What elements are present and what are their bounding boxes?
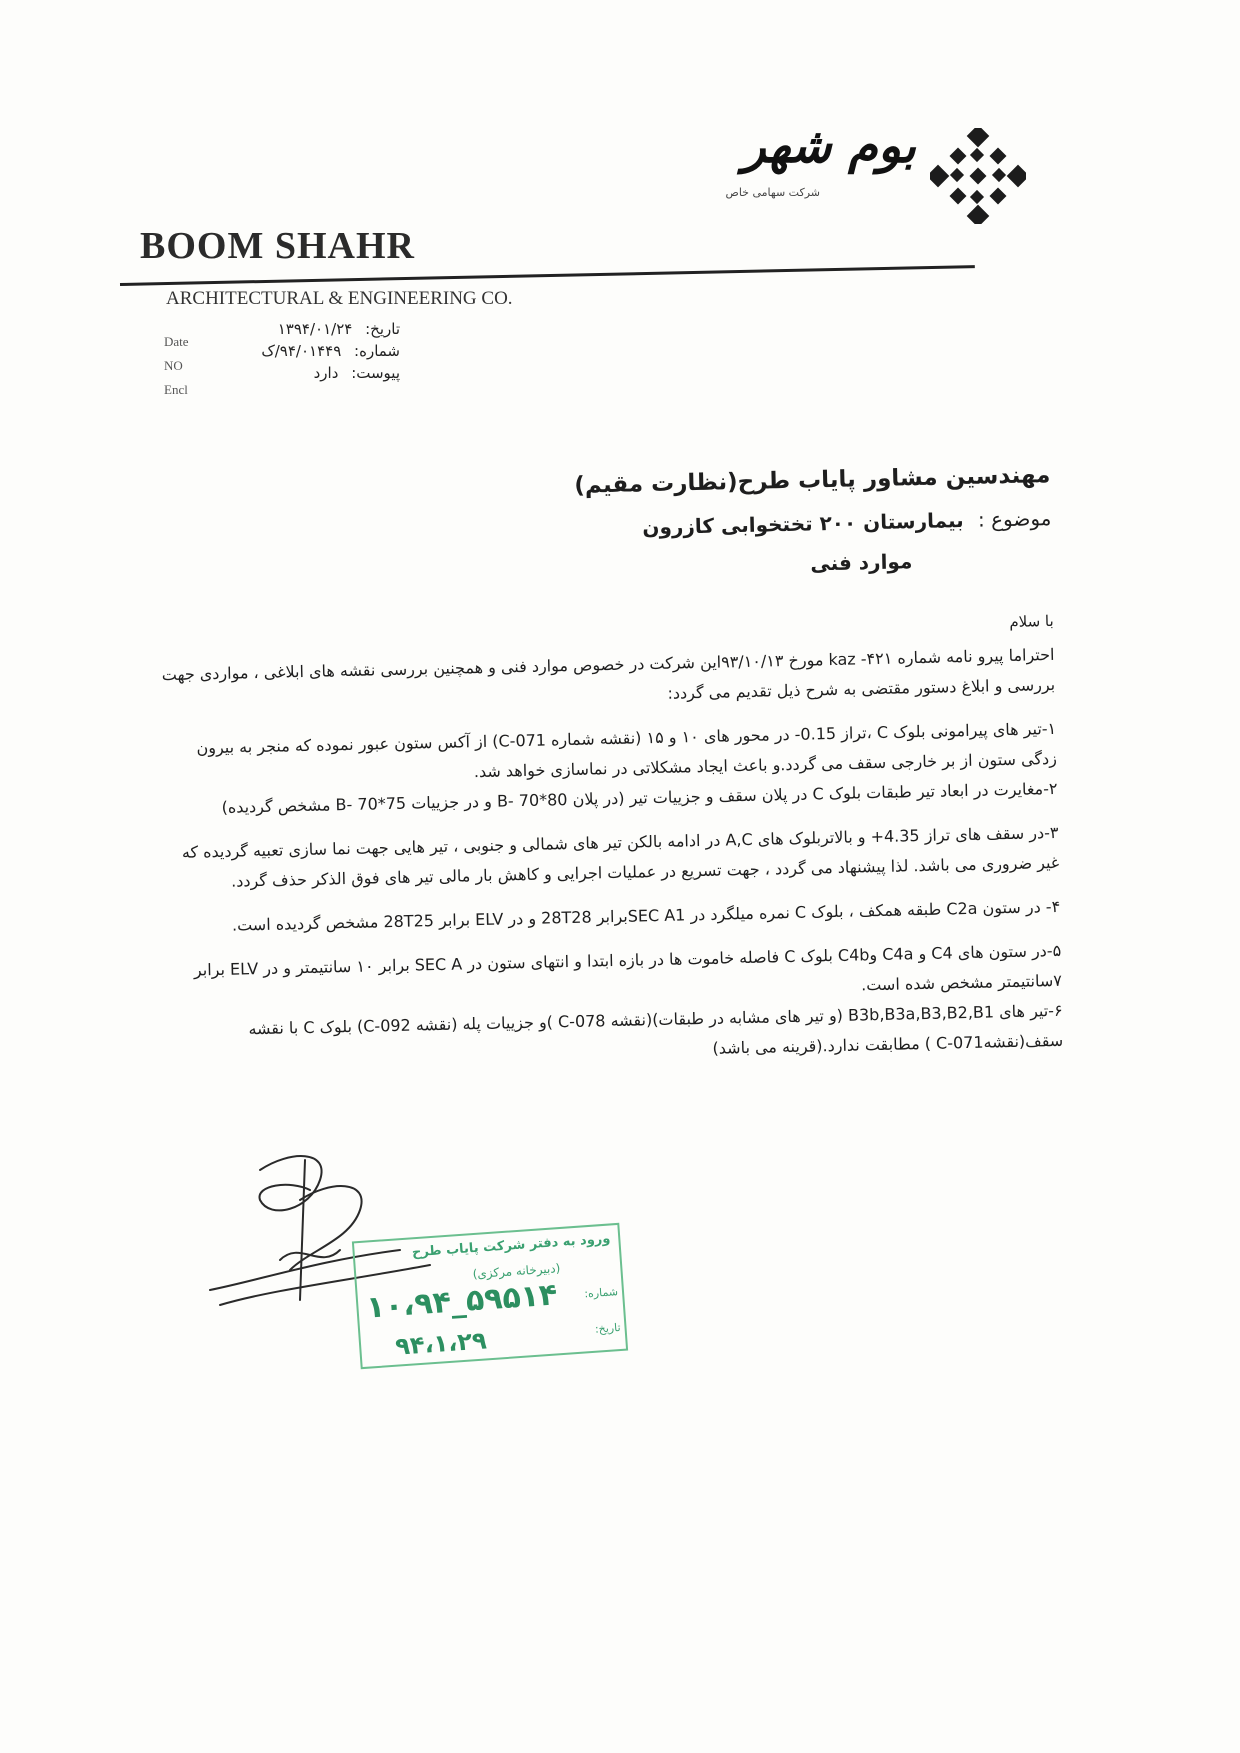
date-label-en: Date [164, 334, 189, 349]
meta-date-row [210, 318, 400, 340]
subject-label: موضوع : [977, 505, 1052, 532]
intro-paragraph: احتراما پیرو نامه شماره ۴۲۱- kaz مورخ ۹۳/۱۰/۱۳این شرکت در خصوص موارد فنی و همچنین بررسی نقشه های ابلاغی ، مواردی جهت بررسی و ابلاغ دستور مقتضی به شرح ذیل تقدیم می گردد: [161, 644, 1056, 703]
greeting: با سلام [1009, 611, 1054, 631]
meta-attachment-row [210, 362, 400, 384]
enclosure-label-en: Encl [164, 382, 188, 397]
list-item-3: ۳-در سقف های تراز 4.35+ و بالاتربلوک های A,C در ادامه بالکن تیر های شمالی و جنوبی ، تیر هایی جهت نما سازی تعبیه گردیده که غیر ضروری می باشد. لذا پیشنهاد می گردد ، جهت تسریع در عملیات اجرایی و کاهش بار مالی تیر های فوق الذکر حذف گردد. [181, 822, 1060, 891]
subject-block [151, 502, 1052, 594]
brand-subtitle-persian: شرکت سهامی خاص [725, 186, 820, 199]
number-label-fa: شماره: [354, 342, 400, 360]
subject-value: بیمارستان ۲۰۰ تختخوابی کازرون [642, 507, 964, 540]
attachment-value: دارد [313, 364, 339, 382]
list-item-6: ۶-تیر های B3b,B3a,B3,B2,B1 (و تیر های مشابه در طبقات)(نقشه C-078 )و جزییات پله (نقشه C-092) بلوک C با نقشه سقف(نقشهC-071 ) مطابقت ندارد.(قرینه می باشد) [248, 1000, 1064, 1058]
stamp-number-label: شماره: [583, 1285, 619, 1301]
letter-body [150, 458, 1063, 1076]
stamp-subtitle: (دبیرخانه مرکزی) [472, 1261, 561, 1282]
stamp-title: ورود به دفتر شرکت پایاب طرح [411, 1231, 611, 1261]
meta-number-row [210, 340, 400, 362]
attachment-label-fa: پیوست: [351, 364, 400, 382]
stamp-date-label: تاریخ: [594, 1320, 621, 1336]
subject-line2: موارد فنی [810, 549, 913, 576]
brand-subtitle-english: ARCHITECTURAL & ENGINEERING CO. [166, 288, 513, 309]
brand-name-english: BOOM SHAHR [140, 225, 415, 267]
recipient: مهندسین مشاور پایاب طرح(نظارت مقیم) [574, 461, 1051, 499]
list-item-2: ۲-مغایرت در ابعاد تیر طبقات بلوک C در پلان سقف و جزییات تیر (در پلان 80*70 -B و در جزییات 75*70 -B مشخص گردیده) [221, 778, 1058, 817]
number-label-en: NO [164, 358, 183, 373]
brand-name-persian: بوم شهر [742, 118, 916, 174]
meta-labels-english [164, 330, 189, 402]
date-value: ۱۳۹۴/۰۱/۲۴ [277, 320, 353, 338]
received-stamp [352, 1223, 628, 1369]
list-item-4: ۴- در ستون C2a طبقه همکف ، بلوک C نمره میلگرد در SEC A1برابر 28T28 و در ELV برابر 28T25 مشخص گردیده است. [231, 896, 1061, 935]
stamp-date-value: ۹۴،۱،۲۹ [394, 1326, 488, 1361]
date-label-fa: تاریخ: [365, 320, 400, 338]
number-value: ۹۴/۰۱۴۴۹/ک [261, 342, 342, 360]
header-divider [120, 265, 975, 286]
list-item-5: ۵-در ستون های C4 و C4a وC4b بلوک C فاصله خاموت ها در بازه ابتدا و انتهای ستون در SEC A برابر ۱۰ سانتیمتر و در ELV برابر ۷سانتیمتر مشخص شده است. [193, 940, 1063, 995]
stamp-number-value: ۱۰،۹۴_۵۹۵۱۴ [365, 1277, 559, 1326]
boom-shahr-logo-icon [930, 128, 1026, 224]
meta-fields-persian [210, 318, 400, 384]
list-item-1: ۱-تیر های پیرامونی بلوک C ،تراز 0.15- در محور های ۱۰ و ۱۵ (نقشه شماره C-071) از آکس ستون عبور نموده که منجر به بیرون زدگی ستون از بر خارجی سقف می گردد.و باعث ایجاد مشکلاتی در نماسازی خواهد شد. [196, 718, 1058, 782]
